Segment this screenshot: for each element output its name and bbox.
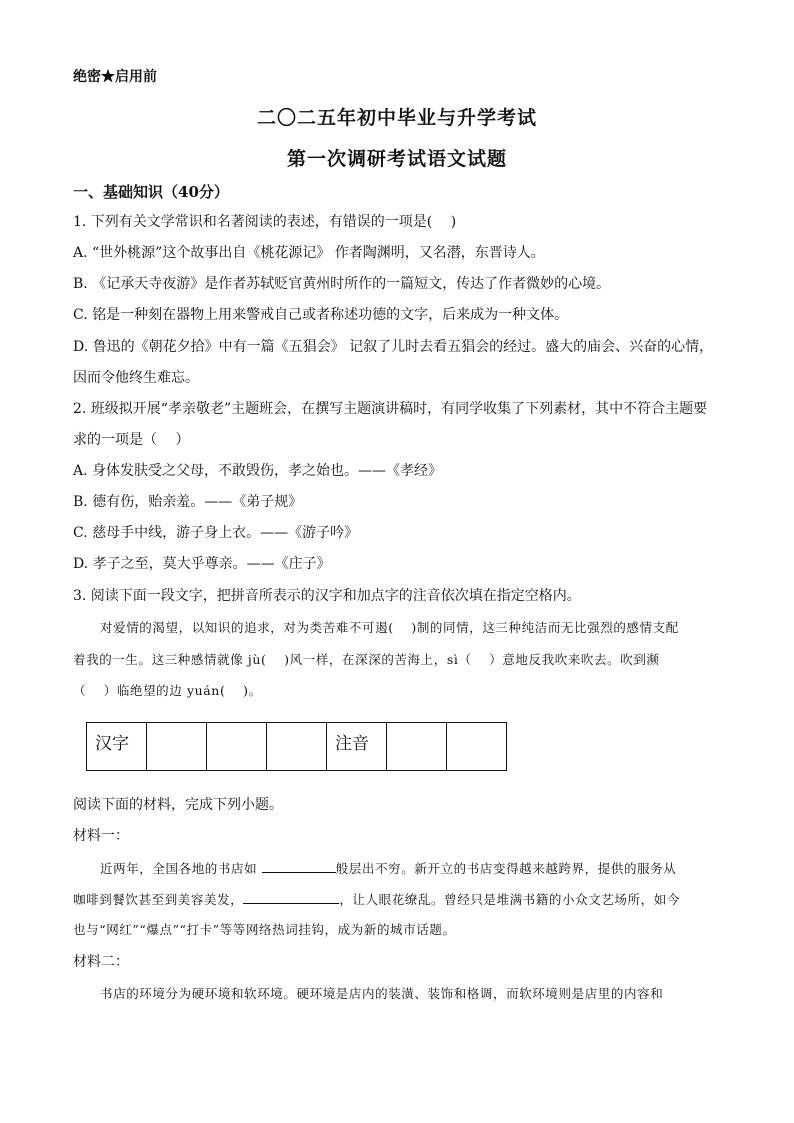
q1-option-d-cont: 因而令他终生难忘。	[73, 370, 199, 386]
q2-option-a: A. 身体发肤受之父母，不敢毁伤，孝之始也。——《孝经》	[73, 463, 443, 479]
material-one-line3: 也与“网红”“爆点”“打卡”等等网络热词挂钩，成为新的城市话题。	[73, 922, 456, 937]
q3-passage-line2: 着我的一生。这三种感情就像 jù( )风一样，在深深的苦海上，sì（ ）意地反我吹来吹去。吹到濒	[73, 652, 660, 667]
q1-option-b: B. 《记承天寺夜游》是作者苏轼贬官黄州时所作的一篇短文，传达了作者微妙的心境。	[73, 276, 611, 292]
answer-table-label-zhuyin: 注音	[327, 723, 387, 771]
q3-stem: 3. 阅读下面一段文字，把拼音所表示的汉字和加点字的注音依次填在指定空格内。	[73, 588, 581, 604]
material-one-line1-end: 般层出不穷。新开立的书店变得越来越跨界，提供的服务从	[335, 861, 677, 876]
q3-passage-line1: 对爱情的渴望，以知识的追求，对为类苦难不可遏( )制的同情，这三种纯洁而无比强烈的感情支配	[100, 620, 679, 635]
material-one-line1-start: 近两年，全国各地的书店如	[100, 861, 262, 876]
q1-option-c: C. 铭是一种刻在器物上用来警戒自己或者称述功德的文字，后来成为一种文体。	[73, 307, 569, 323]
blank-line[interactable]	[262, 858, 336, 873]
answer-cell[interactable]	[207, 723, 267, 771]
material-one-line2-end: ，让人眼花缭乱。曾经只是堆满书籍的小众文艺场所，如今	[339, 892, 680, 907]
exam-title: 二〇二五年初中毕业与升学考试	[256, 107, 537, 129]
q1-option-a: A. “世外桃源”这个故事出自《桃花源记》 作者陶渊明，又名潜，东晋诗人。	[73, 245, 545, 261]
q3-passage-line3: （ ）临绝望的边 yuán( )。	[73, 683, 262, 698]
section-heading: 一、基础知识（40分）	[73, 183, 229, 201]
answer-cell[interactable]	[387, 723, 447, 771]
answer-table	[86, 722, 507, 771]
q2-option-c: C. 慈母手中线，游子身上衣。——《游子吟》	[73, 525, 359, 541]
answer-cell[interactable]	[147, 723, 207, 771]
q1-stem: 1. 下列有关文学常识和名著阅读的表述，有错误的一项是( )	[73, 214, 457, 230]
q2-stem-cont: 求的一项是（ ）	[73, 432, 190, 448]
material-two-label: 材料二：	[73, 954, 129, 970]
blank-line[interactable]	[243, 889, 339, 904]
material-one-line2-start: 咖啡到餐饮甚至到美容美发，	[73, 892, 244, 907]
answer-cell[interactable]	[267, 723, 327, 771]
q1-option-d: D. 鲁迅的《朝花夕拾》中有一篇《五猖会》 记叙了儿时去看五猖会的经过。盛大的庙会、兴奋的心情，	[73, 339, 714, 355]
q2-stem: 2. 班级拟开展“孝亲敬老”主题班会，在撰写主题演讲稿时，有同学收集了下列素材，其中不符合主题要	[73, 401, 708, 417]
reading-intro: 阅读下面的材料，完成下列小题。	[73, 797, 283, 813]
q2-option-b: B. 德有伤，贻亲羞。——《弟子规》	[73, 494, 303, 510]
confidential-label: 绝密★启用前	[73, 69, 157, 85]
material-two-line1: 书店的环境分为硬环境和软环境。硬环境是店内的装潢、装饰和格调，而软环境则是店里的内容和	[100, 986, 664, 1001]
q2-option-d: D. 孝子之至，莫大乎尊亲。——《庄子》	[73, 556, 331, 572]
material-one-line1	[100, 858, 724, 879]
answer-cell[interactable]	[447, 723, 507, 771]
answer-table-label-hanzi: 汉字	[87, 723, 147, 771]
exam-subtitle: 第一次调研考试语文试题	[286, 148, 507, 170]
material-one-line2	[73, 889, 724, 910]
material-one-label: 材料一：	[73, 828, 129, 844]
